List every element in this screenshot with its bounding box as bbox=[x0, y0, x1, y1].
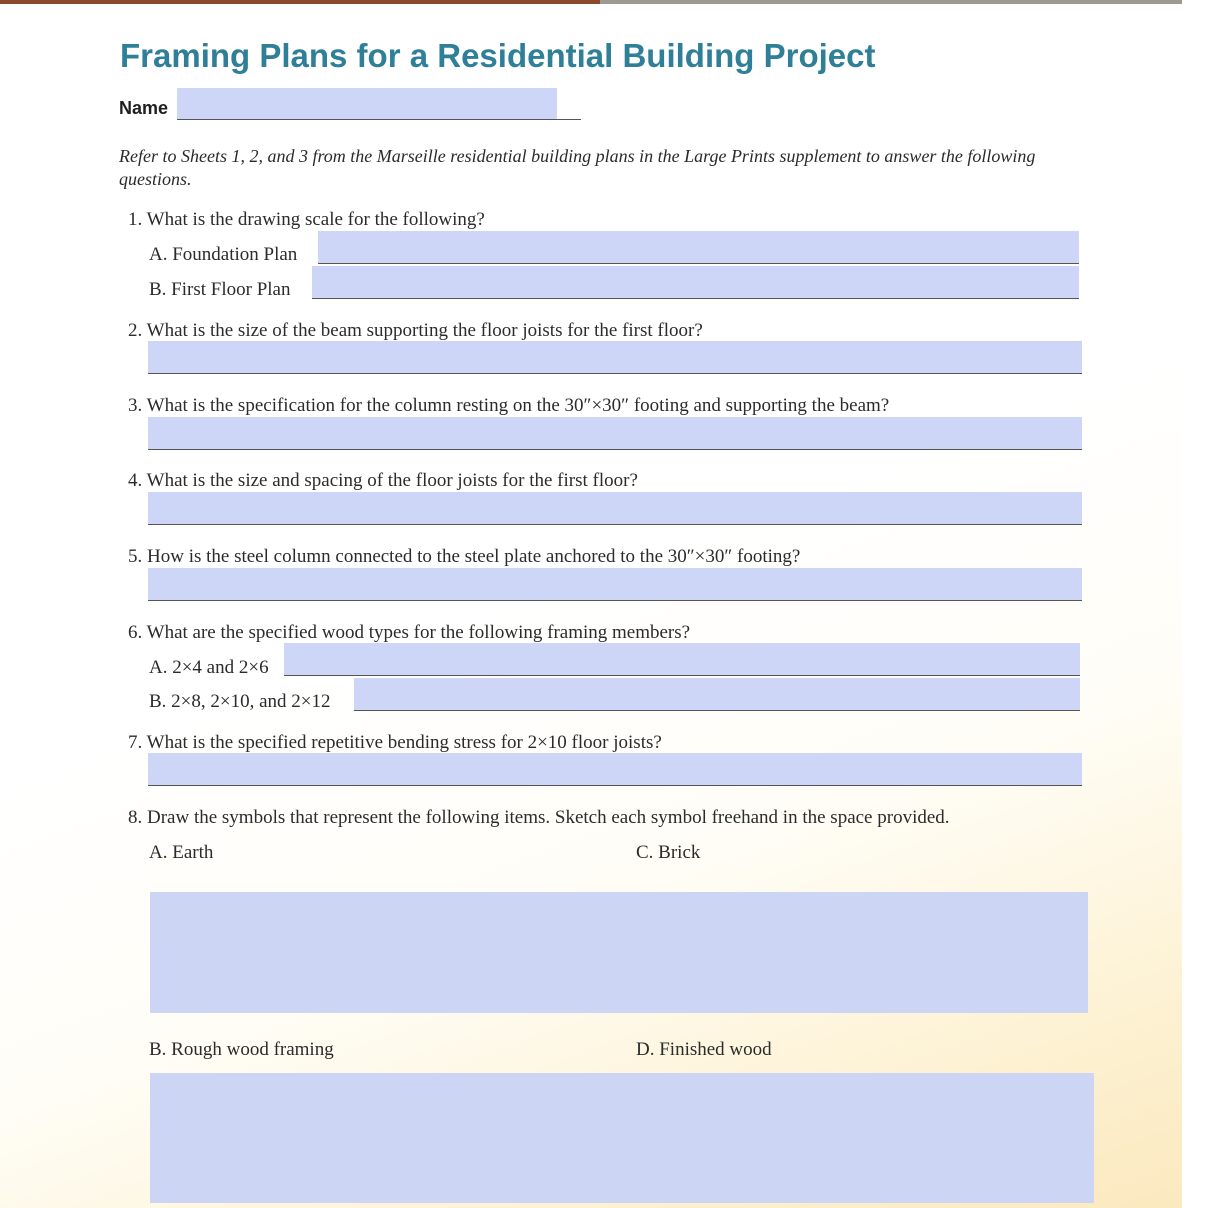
sketch-area-earth-brick[interactable] bbox=[150, 892, 1088, 1013]
q2-underline bbox=[148, 373, 1082, 374]
q1-foundation-plan-input[interactable] bbox=[318, 231, 1079, 263]
q5-answer-input[interactable] bbox=[148, 568, 1082, 600]
question-1: 1. What is the drawing scale for the following? bbox=[128, 209, 485, 230]
question-4: 4. What is the size and spacing of the floor joists for the first floor? bbox=[128, 470, 638, 491]
q1a-underline bbox=[318, 263, 1079, 264]
q6-part-b-label: B. 2×8, 2×10, and 2×12 bbox=[149, 691, 331, 712]
symbol-label-rough-wood: B. Rough wood framing bbox=[149, 1039, 334, 1060]
symbol-label-finished-wood: D. Finished wood bbox=[636, 1039, 772, 1060]
q7-answer-input[interactable] bbox=[148, 753, 1082, 785]
q6a-underline bbox=[284, 675, 1080, 676]
q5-underline bbox=[148, 600, 1082, 601]
name-underline bbox=[177, 119, 581, 120]
name-input[interactable] bbox=[177, 88, 557, 119]
symbol-label-brick: C. Brick bbox=[636, 842, 701, 863]
top-accent-bar bbox=[0, 0, 600, 4]
q1-part-b-label: B. First Floor Plan bbox=[149, 279, 291, 300]
q1-first-floor-plan-input[interactable] bbox=[312, 266, 1079, 298]
q3-underline bbox=[148, 449, 1082, 450]
q1b-underline bbox=[312, 298, 1079, 299]
question-3: 3. What is the specification for the column resting on the 30″×30″ footing and supporting the beam? bbox=[128, 395, 890, 416]
q1-part-a-label: A. Foundation Plan bbox=[149, 244, 298, 265]
question-7: 7. What is the specified repetitive bending stress for 2×10 floor joists? bbox=[128, 732, 662, 753]
q6-part-a-label: A. 2×4 and 2×6 bbox=[149, 657, 269, 678]
question-2: 2. What is the size of the beam supporting the floor joists for the first floor? bbox=[128, 320, 703, 341]
top-photo-strip bbox=[600, 0, 1182, 4]
question-6: 6. What are the specified wood types for the following framing members? bbox=[128, 622, 691, 643]
q6b-underline bbox=[354, 710, 1080, 711]
q6-2x8-2x10-2x12-input[interactable] bbox=[354, 678, 1080, 710]
q2-answer-input[interactable] bbox=[148, 341, 1082, 373]
page-title: Framing Plans for a Residential Building Project bbox=[120, 37, 876, 74]
q4-underline bbox=[148, 524, 1082, 525]
question-5: 5. How is the steel column connected to the steel plate anchored to the 30″×30″ footing? bbox=[128, 546, 801, 567]
q4-answer-input[interactable] bbox=[148, 492, 1082, 524]
q6-2x4-2x6-input[interactable] bbox=[284, 643, 1080, 675]
symbol-label-earth: A. Earth bbox=[149, 842, 214, 863]
question-8: 8. Draw the symbols that represent the following items. Sketch each symbol freehand in the space provided. bbox=[128, 807, 950, 828]
sketch-area-wood[interactable] bbox=[150, 1073, 1094, 1203]
q7-underline bbox=[148, 785, 1082, 786]
name-label: Name bbox=[119, 98, 169, 118]
instructions-text: Refer to Sheets 1, 2, and 3 from the Marseille residential building plans in the Large Prints supplement to answer the following questions. bbox=[119, 146, 1036, 189]
q3-answer-input[interactable] bbox=[148, 417, 1082, 449]
